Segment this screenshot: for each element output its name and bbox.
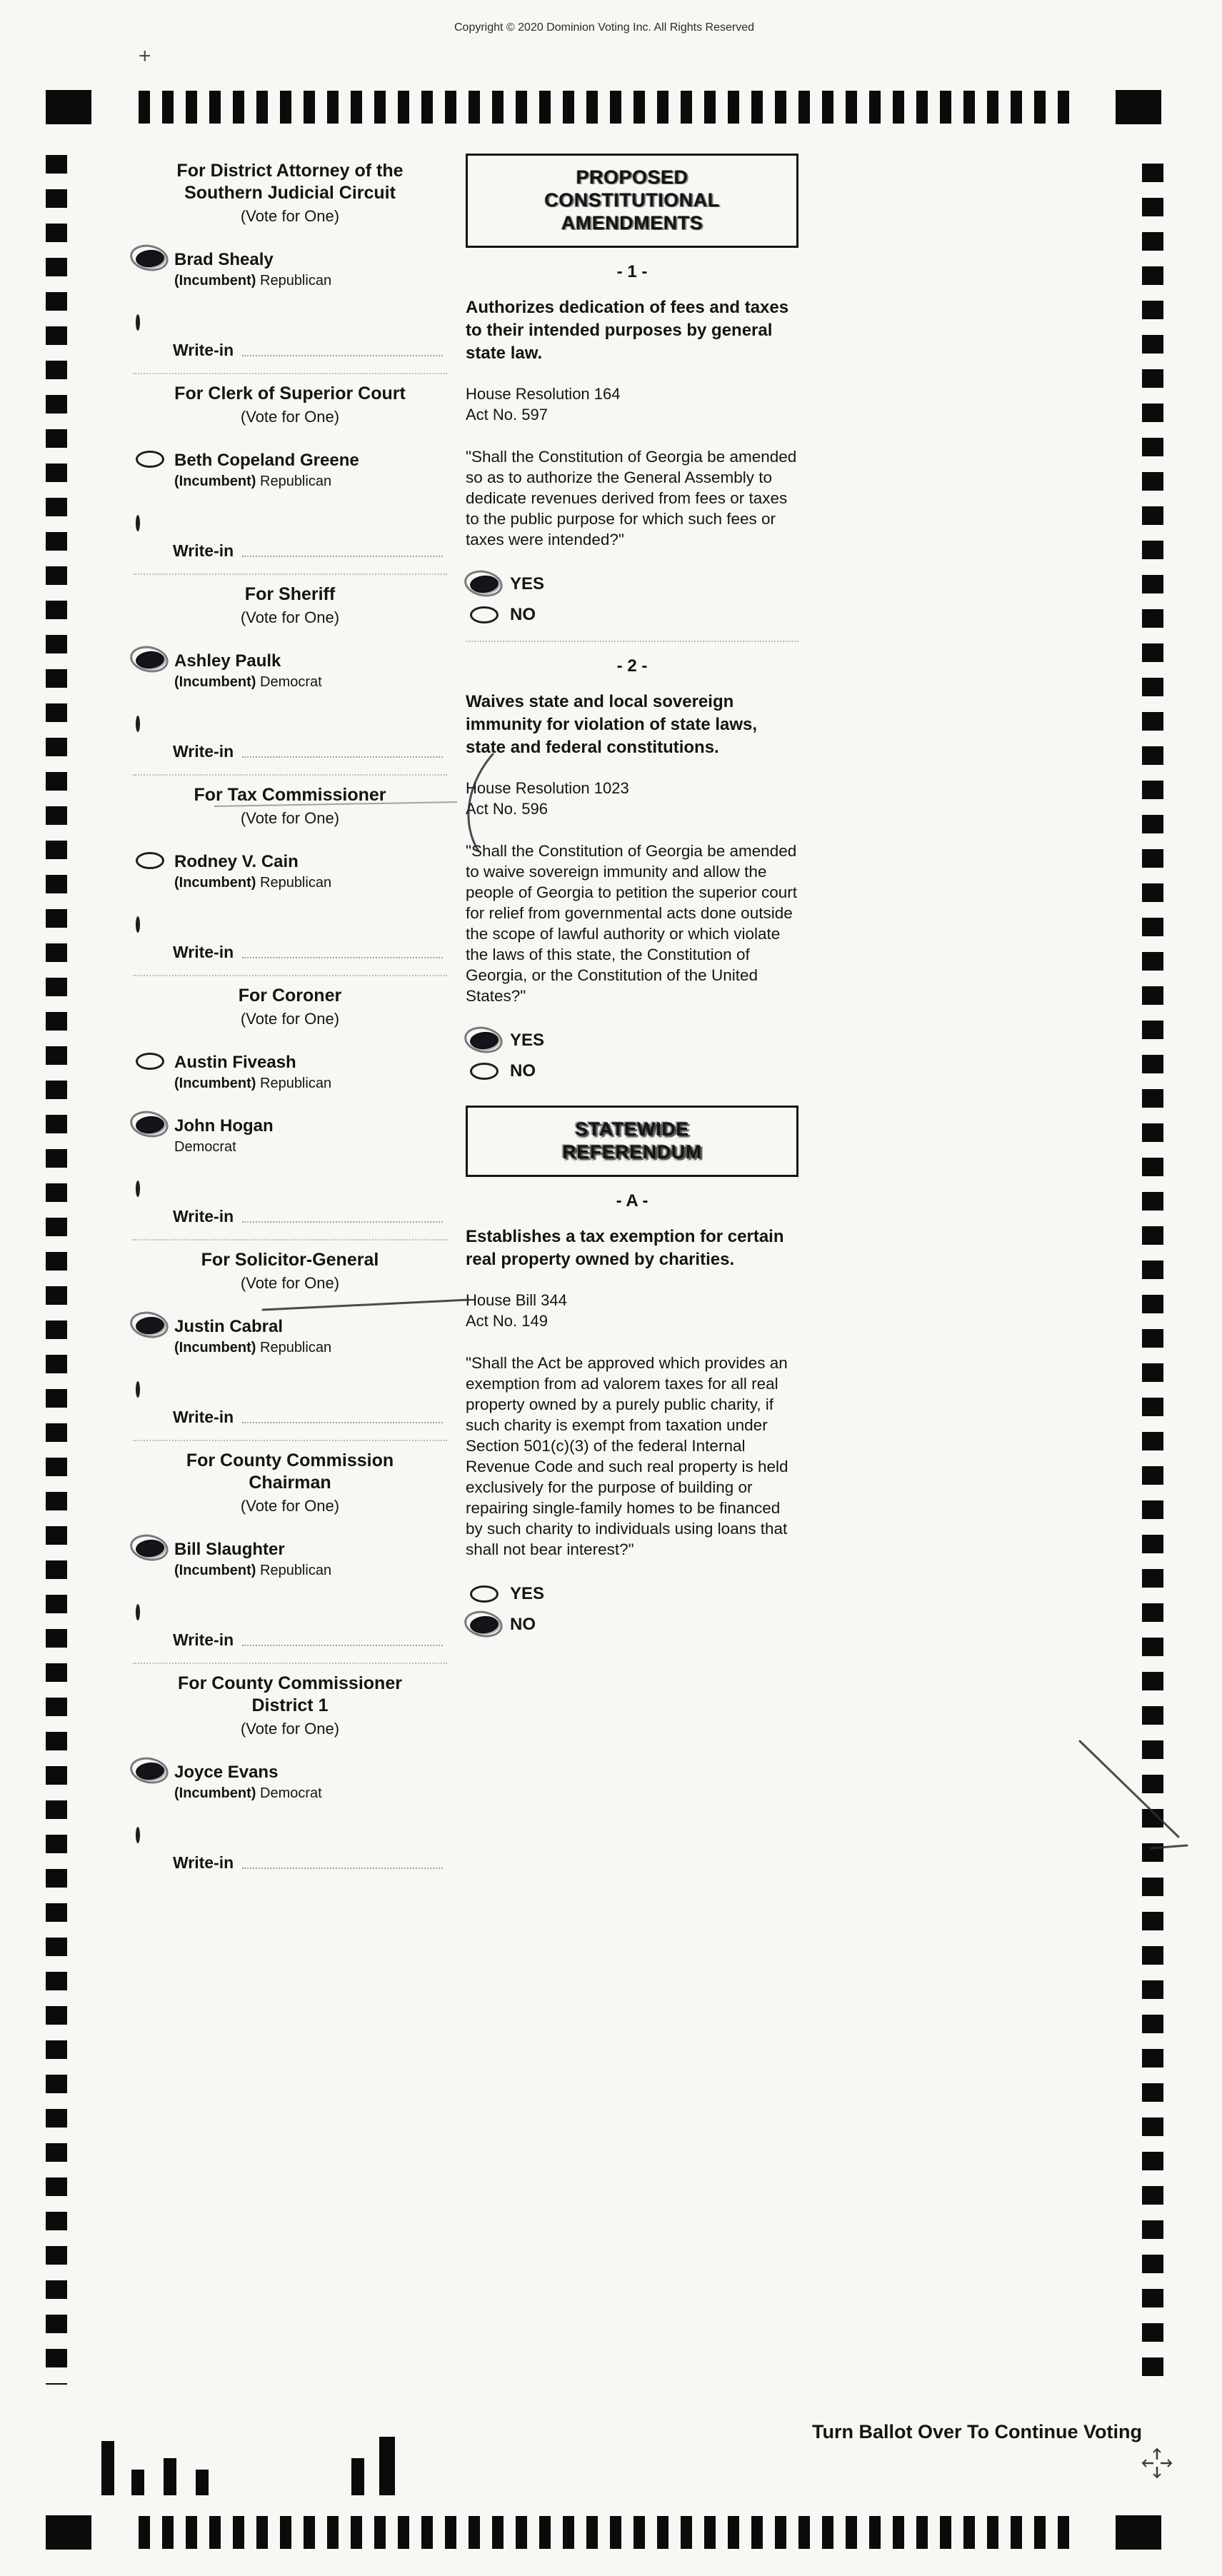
write-in-label: Write-in — [173, 943, 234, 961]
incumbent-label: (Incumbent) — [174, 1563, 256, 1578]
option-row — [470, 1031, 798, 1051]
contest-county-commission-chairman — [133, 1440, 447, 1650]
candidate-text — [174, 1317, 331, 1356]
contest-title-line: Chairman — [249, 1473, 331, 1493]
vote-oval[interactable] — [470, 1585, 499, 1603]
vote-oval[interactable] — [136, 515, 140, 531]
vote-oval[interactable] — [470, 1063, 499, 1080]
candidate-affiliation — [174, 1563, 331, 1579]
contest-title — [133, 784, 447, 806]
incumbent-label: (Incumbent) — [174, 473, 256, 489]
option-row — [470, 1061, 798, 1081]
contest-title-line: Southern Judicial Circuit — [184, 183, 396, 203]
option-label: YES — [510, 1031, 545, 1050]
candidate-row — [136, 1317, 447, 1356]
write-in-row — [173, 541, 443, 561]
contest-district-attorney — [133, 151, 447, 360]
option-label: YES — [510, 1584, 545, 1603]
write-in-block — [133, 1606, 447, 1650]
vote-oval[interactable] — [136, 1604, 140, 1620]
measure-question: "Shall the Constitution of Georgia be amended to waive sovereign immunity and allow the people of Georgia to petition the superior court for relief from governmental acts done outside the scope of lawful authority or which violate the laws of this state, the Constitution of Georgia, or the Constitution of the United States?" — [466, 842, 798, 1005]
candidate-row — [136, 1763, 447, 1802]
candidate-text — [174, 1053, 331, 1092]
timing-marks-bottom — [46, 2515, 1161, 2550]
measure-number: - A - — [616, 1191, 648, 1211]
vote-oval[interactable] — [469, 574, 499, 593]
candidate-text — [174, 250, 331, 289]
option-label: NO — [510, 1061, 536, 1081]
candidate-text — [174, 651, 322, 691]
option-label: YES — [510, 574, 545, 593]
section-header — [466, 1106, 798, 1177]
candidate-affiliation — [174, 1785, 322, 1802]
measure-options — [470, 1584, 798, 1635]
candidate-name: Bill Slaughter — [174, 1540, 285, 1559]
reference-line: House Resolution 164 — [466, 385, 621, 403]
measure-references — [466, 384, 798, 425]
measures-column — [466, 154, 798, 1645]
contest-title-line: For Coroner — [238, 986, 342, 1006]
contest-clerk-superior-court — [133, 373, 447, 561]
section-constitutional-amendments — [466, 154, 798, 1081]
candidate-row — [136, 1053, 447, 1092]
candidate-row — [136, 852, 447, 891]
vote-oval[interactable] — [136, 314, 140, 331]
incumbent-label: (Incumbent) — [174, 1785, 256, 1801]
section-header-line: PROPOSED — [576, 166, 688, 188]
contest-title-line: For County Commission — [186, 1450, 394, 1470]
write-in-block — [133, 718, 447, 761]
contest-tax-commissioner — [133, 774, 447, 962]
vote-oval[interactable] — [136, 916, 140, 933]
measure-amendment-2 — [466, 641, 798, 1081]
code-bar — [351, 2458, 364, 2495]
contest-county-commissioner-district-1 — [133, 1663, 447, 1873]
candidate-row — [136, 451, 447, 490]
contest-title-line: For Tax Commissioner — [194, 785, 386, 805]
candidate-name: Beth Copeland Greene — [174, 451, 359, 470]
option-label: NO — [510, 1615, 536, 1634]
party-label: Republican — [260, 273, 332, 289]
section-statewide-referendum — [466, 1106, 798, 1635]
candidate-affiliation — [174, 273, 331, 289]
option-label: NO — [510, 605, 536, 624]
contest-instruction: (Vote for One) — [240, 408, 340, 426]
candidate-text — [174, 852, 331, 891]
candidate-name: Austin Fiveash — [174, 1053, 296, 1072]
turn-ballot-over-instruction: Turn Ballot Over To Continue Voting — [812, 2421, 1142, 2442]
write-in-row — [173, 742, 443, 761]
reference-line: Act No. 596 — [466, 800, 548, 818]
vote-oval[interactable] — [469, 1615, 499, 1634]
timing-end-square — [1116, 90, 1161, 124]
contest-title — [133, 985, 447, 1007]
contest-title-line: District 1 — [251, 1695, 329, 1715]
contest-instruction: (Vote for One) — [240, 1720, 340, 1738]
candidate-affiliation — [174, 473, 359, 490]
measure-options — [470, 574, 798, 625]
candidate-text — [174, 1763, 322, 1802]
option-row — [470, 605, 798, 625]
incumbent-label: (Incumbent) — [174, 875, 256, 891]
party-label: Democrat — [260, 1785, 322, 1801]
timing-end-square — [46, 2515, 91, 2550]
candidate-name: John Hogan — [174, 1116, 274, 1136]
measure-question: "Shall the Act be approved which provides an exemption from ad valorem taxes for all real property owned by a purely public charity, if such charity is exempt from taxation under Section 501(c)(3) of the federal Internal Revenue Code and such real property is held exclusively for the purpose of building or repairing single-family homes to be financed by such charity to individuals using loans that shall not bear interest?" — [466, 1354, 788, 1558]
contest-sheriff — [133, 573, 447, 761]
option-row — [470, 574, 798, 594]
copyright-line: Copyright © 2020 Dominion Voting Inc. All Rights Reserved — [454, 21, 754, 34]
candidate-text — [174, 451, 359, 490]
contest-title-line: For District Attorney of the — [176, 161, 404, 181]
vote-oval[interactable] — [135, 1115, 165, 1134]
measure-referendum-a — [466, 1177, 798, 1635]
incumbent-label: (Incumbent) — [174, 1076, 256, 1091]
candidate-text — [174, 1116, 274, 1156]
timing-marks-left — [46, 155, 67, 2385]
candidate-row — [136, 250, 447, 289]
contest-solicitor-general — [133, 1239, 447, 1427]
reference-line: Act No. 597 — [466, 406, 548, 424]
write-in-label: Write-in — [173, 1630, 234, 1649]
vote-oval[interactable] — [136, 852, 164, 869]
contest-coroner — [133, 975, 447, 1226]
timing-marks-right — [1142, 164, 1163, 2386]
write-in-line[interactable] — [242, 1856, 443, 1869]
code-bar — [164, 2458, 176, 2495]
timing-end-square — [46, 90, 91, 124]
vote-oval[interactable] — [470, 606, 499, 623]
write-in-row — [173, 1207, 443, 1226]
write-in-label: Write-in — [173, 341, 234, 359]
incumbent-label: (Incumbent) — [174, 674, 256, 690]
reference-line: Act No. 149 — [466, 1312, 548, 1330]
write-in-label: Write-in — [173, 1853, 234, 1872]
write-in-line[interactable] — [242, 1410, 443, 1423]
measure-question: "Shall the Constitution of Georgia be amended so as to authorize the General Assembly to dedicate revenues derived from fees or taxes to the public purpose for which such fees or taxes were intended?" — [466, 448, 797, 548]
vote-oval[interactable] — [136, 716, 140, 732]
vote-oval[interactable] — [135, 1315, 165, 1335]
contest-instruction: (Vote for One) — [240, 809, 340, 827]
party-label: Republican — [260, 875, 332, 891]
registration-plus-mark: + — [139, 44, 151, 68]
contest-title — [133, 1450, 447, 1494]
write-in-label: Write-in — [173, 1408, 234, 1426]
candidate-row — [136, 1540, 447, 1579]
measure-references — [466, 1290, 798, 1331]
contest-title — [133, 383, 447, 405]
write-in-line[interactable] — [242, 1210, 443, 1223]
candidate-text — [174, 1540, 331, 1579]
incumbent-label: (Incumbent) — [174, 273, 256, 289]
candidate-affiliation — [174, 1076, 331, 1092]
write-in-row — [173, 341, 443, 360]
section-header — [466, 154, 798, 248]
candidate-name: Justin Cabral — [174, 1317, 284, 1336]
vote-oval[interactable] — [136, 451, 164, 468]
write-in-line[interactable] — [242, 1633, 443, 1646]
measure-options — [470, 1031, 798, 1081]
measure-number: - 1 - — [616, 262, 648, 281]
party-label: Republican — [260, 1076, 332, 1091]
vote-oval[interactable] — [135, 249, 165, 268]
write-in-line[interactable] — [242, 946, 443, 958]
code-bar — [379, 2437, 395, 2495]
vote-oval[interactable] — [135, 1538, 165, 1558]
contest-title — [133, 1673, 447, 1717]
option-row — [470, 1584, 798, 1604]
timing-bars — [139, 2516, 1076, 2549]
party-label: Democrat — [174, 1139, 236, 1155]
write-in-block — [133, 316, 447, 360]
section-header-line: REFERENDUM — [562, 1141, 702, 1163]
write-in-row — [173, 1630, 443, 1650]
measure-amendment-1 — [466, 248, 798, 625]
vote-oval[interactable] — [136, 1053, 164, 1070]
write-in-line[interactable] — [242, 344, 443, 356]
write-in-row — [173, 1853, 443, 1873]
contest-title — [133, 583, 447, 606]
party-label: Republican — [260, 1340, 332, 1355]
vote-oval[interactable] — [136, 1181, 140, 1197]
contest-column — [133, 151, 447, 1873]
candidate-affiliation — [174, 1340, 331, 1356]
write-in-row — [173, 1408, 443, 1427]
vote-oval[interactable] — [136, 1827, 140, 1843]
candidate-row — [136, 1116, 447, 1156]
registration-crosshair-icon — [1140, 2446, 1174, 2480]
party-label: Republican — [260, 473, 332, 489]
timing-marks-top — [46, 90, 1161, 124]
write-in-label: Write-in — [173, 541, 234, 560]
candidate-name: Ashley Paulk — [174, 651, 281, 671]
contest-title-line: For Solicitor-General — [201, 1250, 379, 1270]
contest-instruction: (Vote for One) — [240, 1010, 340, 1028]
timing-end-square — [1116, 2515, 1161, 2550]
vote-oval[interactable] — [135, 650, 165, 669]
contest-title-line: For County Commissioner — [178, 1673, 402, 1693]
code-bar — [101, 2441, 114, 2495]
candidate-name: Joyce Evans — [174, 1763, 279, 1782]
section-header-line: STATEWIDE — [575, 1118, 689, 1140]
write-in-block — [133, 517, 447, 561]
vote-oval[interactable] — [135, 1761, 165, 1780]
candidate-name: Brad Shealy — [174, 250, 274, 269]
contest-title — [133, 160, 447, 204]
section-header-line: CONSTITUTIONAL — [544, 189, 720, 211]
write-in-block — [133, 1383, 447, 1427]
party-label: Republican — [260, 1563, 332, 1578]
write-in-label: Write-in — [173, 1207, 234, 1226]
write-in-line[interactable] — [242, 544, 443, 557]
vote-oval[interactable] — [136, 1381, 140, 1398]
measure-summary: Authorizes dedication of fees and taxes to their intended purposes by general state law. — [466, 298, 789, 363]
write-in-label: Write-in — [173, 742, 234, 761]
measure-summary: Establishes a tax exemption for certain real property owned by charities. — [466, 1227, 784, 1269]
measure-references — [466, 778, 798, 819]
contest-title-line: For Sheriff — [244, 584, 336, 604]
write-in-row — [173, 943, 443, 962]
contest-title-line: For Clerk of Superior Court — [174, 384, 406, 404]
party-label: Democrat — [260, 674, 322, 690]
pen-mark-diagonal — [1080, 1741, 1178, 1837]
write-in-line[interactable] — [242, 745, 443, 758]
timing-bars — [139, 91, 1076, 124]
section-header-line: AMENDMENTS — [561, 212, 703, 234]
measure-number: - 2 - — [616, 656, 648, 676]
candidate-affiliation — [174, 674, 322, 691]
contest-instruction: (Vote for One) — [240, 207, 340, 225]
write-in-block — [133, 1183, 447, 1226]
vote-oval[interactable] — [469, 1031, 499, 1050]
contest-instruction: (Vote for One) — [240, 1497, 340, 1515]
write-in-block — [133, 918, 447, 962]
candidate-row — [136, 651, 447, 691]
contest-instruction: (Vote for One) — [240, 608, 340, 626]
write-in-block — [133, 1829, 447, 1873]
incumbent-label: (Incumbent) — [174, 1340, 256, 1355]
candidate-affiliation — [174, 875, 331, 891]
measure-summary: Waives state and local sovereign immunity for violation of state laws, state and federal constitutions. — [466, 692, 758, 757]
code-bar — [131, 2470, 144, 2495]
contest-instruction: (Vote for One) — [240, 1274, 340, 1292]
contest-title — [133, 1249, 447, 1271]
candidate-affiliation — [174, 1139, 274, 1156]
reference-line: House Bill 344 — [466, 1291, 567, 1309]
code-bar — [196, 2470, 209, 2495]
candidate-name: Rodney V. Cain — [174, 852, 299, 871]
option-row — [470, 1615, 798, 1635]
reference-line: House Resolution 1023 — [466, 779, 629, 797]
